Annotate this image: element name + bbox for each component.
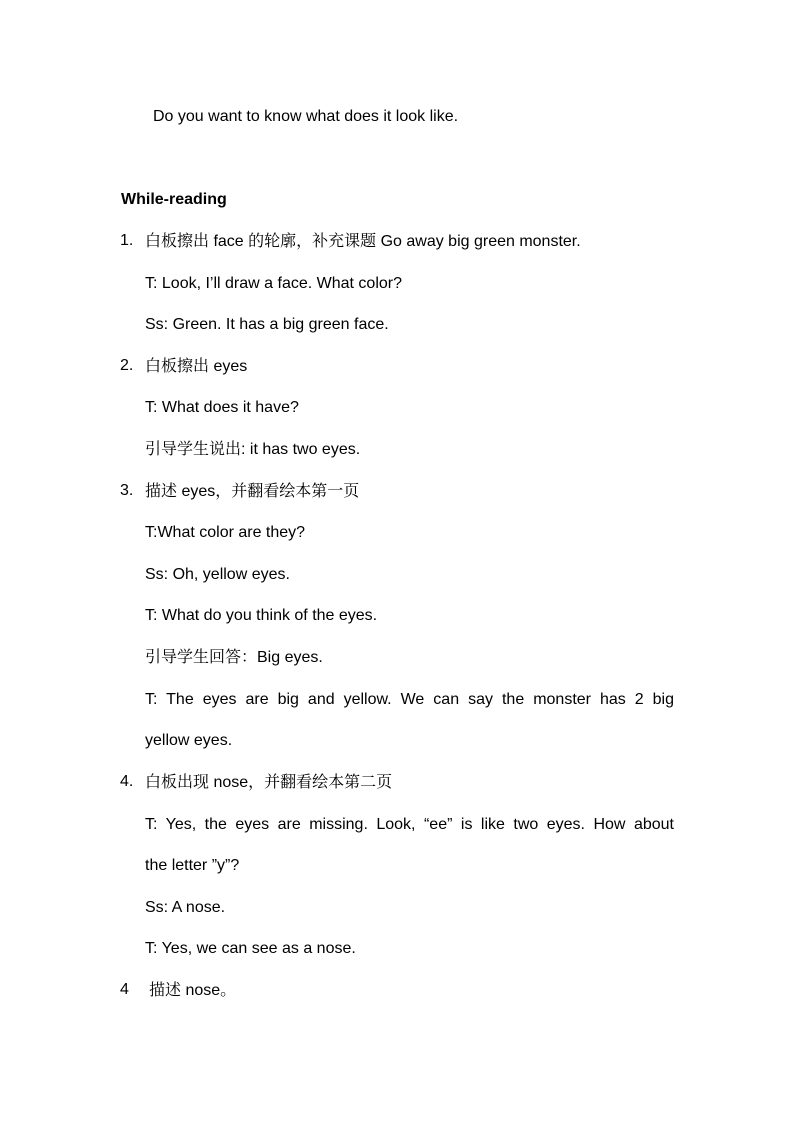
step-3-line-1: T:What color are they? bbox=[145, 524, 306, 541]
step-3-line-5: T: The eyes are big and yellow. We can say the monster has 2 big bbox=[145, 691, 674, 708]
step-4-title: 白板出现 nose，并翻看绘本第二页 bbox=[145, 774, 393, 791]
step-1-line-2: Ss: Green. It has a big green face. bbox=[145, 316, 389, 333]
step-3-number: 3. bbox=[120, 482, 134, 499]
step-2-number: 2. bbox=[120, 357, 134, 374]
step-5-number: 4 bbox=[120, 981, 129, 998]
step-4-line-1-cont: the letter ”y”? bbox=[145, 857, 240, 874]
step-4-line-2: Ss: A nose. bbox=[145, 899, 226, 916]
section-heading: While-reading bbox=[121, 191, 227, 208]
step-4-number: 4. bbox=[120, 773, 134, 790]
step-3-line-5-cont: yellow eyes. bbox=[145, 732, 233, 749]
step-3-line-3: T: What do you think of the eyes. bbox=[145, 607, 378, 624]
step-4-line-3: T: Yes, we can see as a nose. bbox=[145, 940, 356, 957]
step-2-title: 白板擦出 eyes bbox=[145, 358, 248, 375]
step-3-line-2: Ss: Oh, yellow eyes. bbox=[145, 566, 290, 583]
step-4-line-1: T: Yes, the eyes are missing. Look, “ee” is like two eyes. How about bbox=[145, 816, 674, 833]
step-2-line-2: 引导学生说出: it has two eyes. bbox=[145, 441, 361, 458]
step-1-line-1: T: Look, I’ll draw a face. What color? bbox=[145, 275, 402, 292]
step-3-title: 描述 eyes，并翻看绘本第一页 bbox=[145, 483, 360, 500]
step-3-line-4: 引导学生回答：Big eyes. bbox=[145, 649, 323, 666]
step-5-title: 描述 nose。 bbox=[149, 982, 237, 999]
step-1-title: 白板擦出 face 的轮廓，补充课题 Go away big green monster. bbox=[145, 233, 581, 250]
intro-question: Do you want to know what does it look like. bbox=[153, 108, 459, 125]
step-2-line-1: T: What does it have? bbox=[145, 399, 299, 416]
step-1-number: 1. bbox=[120, 232, 134, 249]
